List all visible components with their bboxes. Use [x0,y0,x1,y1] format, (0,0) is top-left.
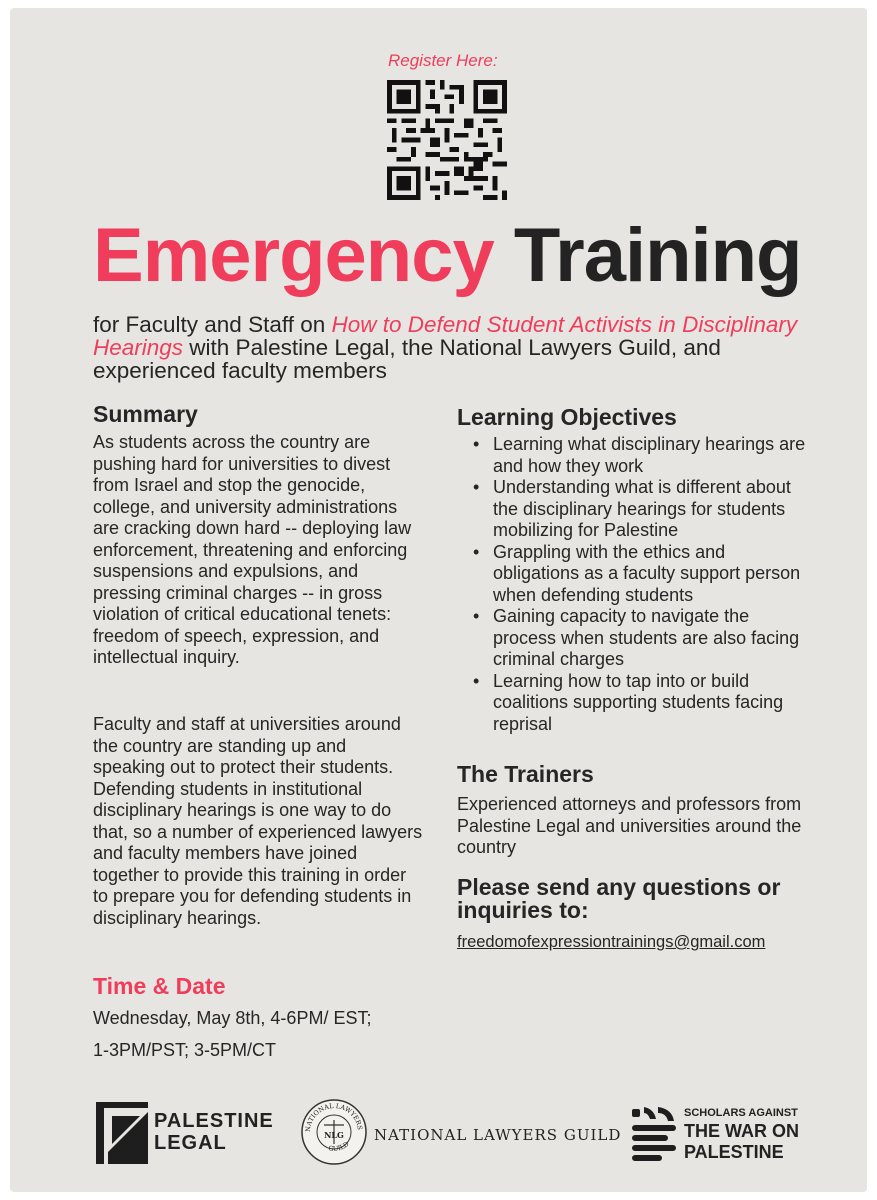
trainers-text: Experienced attorneys and professors from Palestine Legal and universities around the country [457,794,802,857]
nlg-seal-top-text: NATIONAL LAWYERS [303,1101,364,1133]
subtitle-emphasis: How to Defend Student Activists in Disciplinary Hearings [93,312,798,360]
title-word-training: Training [513,213,802,298]
palestine-legal-logo [96,1102,281,1164]
subtitle-pre: for Faculty and Staff on [93,312,332,337]
palestine-legal-line-1: PALESTINE [154,1110,274,1132]
scholars-against-war-logo [630,1105,799,1167]
objectives-list [457,434,807,735]
sawp-mark-icon [630,1105,678,1163]
time-date-line-1: Wednesday, May 8th, 4-6PM/ EST; [93,1008,372,1028]
page-title [93,213,802,298]
time-date-line-2: 1-3PM/PST; 3-5PM/CT [93,1040,277,1060]
sawp-line-2: THE WAR ON [684,1121,799,1141]
registration-qr-code[interactable] [387,80,507,200]
palestine-legal-mark-icon [96,1102,148,1164]
subtitle-post: with Palestine Legal, the National Lawyers Guild, and experienced faculty members [93,335,721,383]
nlg-logo [300,1098,620,1178]
nlg-seal-center-text: NLG [324,1130,344,1140]
summary-paragraph-2: Faculty and staff at universities around the country are standing up and speaking out to protect their students. Defending students in institutional disciplinary hearings is one way to do that, so a number of experienced lawyers and faculty members have joined together to provide this training in order to prepare you for defending students in disciplinary hearings. [93,714,423,928]
nlg-wordmark: NATIONAL LAWYERS GUILD [374,1126,622,1144]
nlg-seal-icon [300,1098,368,1166]
list-item: • Learning how to tap into or build coalitions supporting students facing reprisal [457,671,807,736]
contact-heading: Please send any questions or inquiries to: [457,874,781,923]
list-item: • Learning what disciplinary hearings are and how they work [457,434,807,477]
contact-email-link[interactable]: freedomofexpressiontrainings@gmail.com [457,933,766,951]
flyer [10,8,867,1192]
summary-paragraph-1: As students across the country are pushing hard for universities to divest from Israel and stop the genocide, college, and university administrations are cracking down hard -- deploying law enforcement, threatening and enforcing suspensions and expulsions, and pressing criminal charges -- in gross violation of critical educational tenets: freedom of speech, expression, and intellectual inquiry. [93,432,412,667]
list-item: • Grappling with the ethics and obligations as a faculty support person when defending students [457,542,807,607]
list-item: • Gaining capacity to navigate the process when students are also facing criminal charges [457,606,807,671]
sawp-line-1: SCHOLARS AGAINST [684,1107,798,1119]
sawp-line-3: PALESTINE [684,1142,784,1162]
trainers-heading: The Trainers [457,761,594,787]
register-label: Register Here: [388,51,498,70]
time-date-heading: Time & Date [93,973,226,999]
palestine-legal-line-2: LEGAL [154,1132,227,1154]
subtitle [93,313,823,382]
title-word-emergency: Emergency [93,213,494,298]
nlg-seal-bottom-text: GUILD [327,1140,351,1153]
summary-heading: Summary [93,401,198,427]
list-item: • Understanding what is different about the disciplinary hearings for students mobilizing for Palestine [457,477,807,542]
objectives-heading: Learning Objectives [457,404,677,430]
